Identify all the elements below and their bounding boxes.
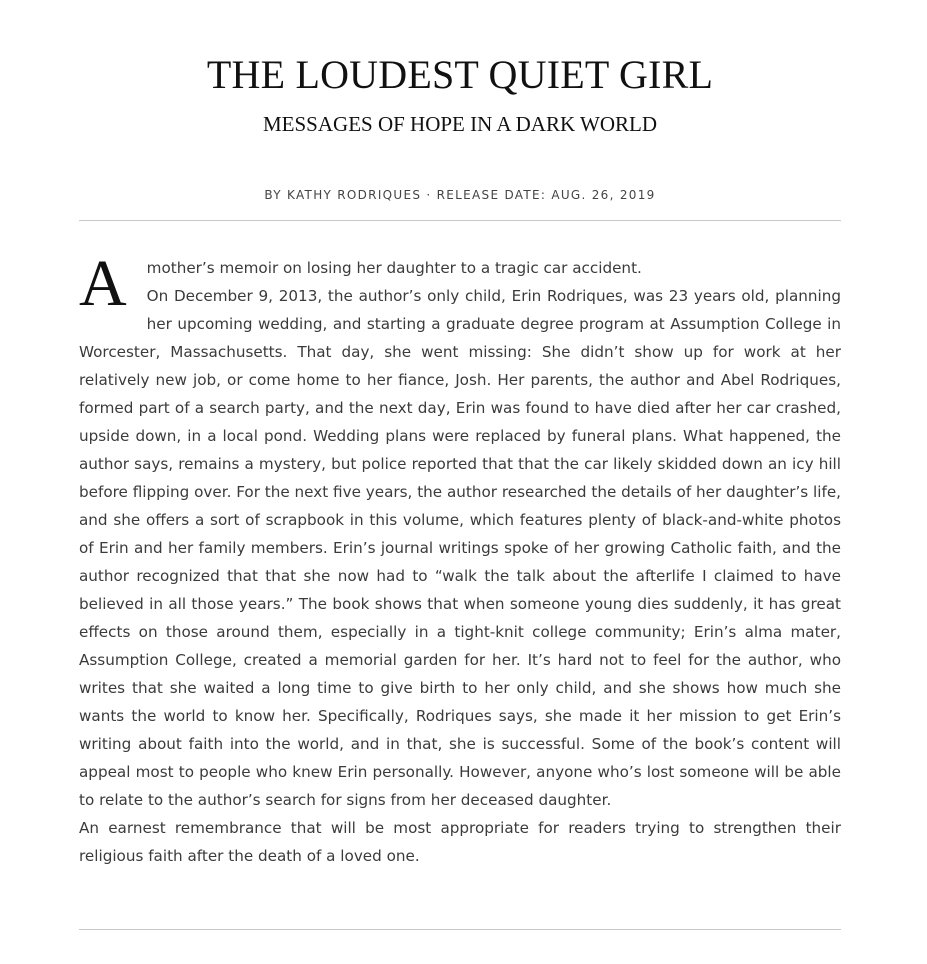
verdict-paragraph: An earnest remembrance that will be most appropriate for readers trying to strengthen their religious faith after the death of a loved one.: [79, 819, 841, 865]
intro-paragraph: [79, 247, 841, 320]
review-body: [79, 247, 841, 870]
book-title: THE LOUDEST QUIET GIRL: [206, 52, 714, 97]
book-subtitle: MESSAGES OF HOPE IN A DARK WORLD: [263, 112, 657, 136]
drop-cap: A: [79, 247, 127, 320]
main-paragraph: On December 9, 2013, the author’s only child, Erin Rodriques, was 23 years old, planning her upcoming wedding, and starting a graduate degree program at Assumption College in Worcester, Massachusetts. That day, she went missing: She didn’t show up for work at her relatively new job, or come home to her fiance, Josh. Her parents, the author and Abel Rodriques, formed part of a search party, and the next day, Erin was found to have died after her car crashed, upside down, in a local pond. Wedding plans were replaced by funeral plans. What happened, the author says, remains a mystery, but police reported that that the car likely skidded down an icy hill before flipping over. For the next five years, the author researched the details of her daughter’s life, and she offers a sort of scrapbook in this volume, which features plenty of black-and-white photos of Erin and her family members. Erin’s journal writings spoke of her growing Catholic faith, and the author recognized that that she now had to “walk the talk about the afterlife I claimed to have believed in all those years.” The book shows that when someone young dies suddenly, it has great effects on those around them, especially in a tight-knit college community; Erin’s alma mater, Assumption College, created a memorial garden for her. It’s hard not to feel for the author, who writes that she waited a long time to give birth to her only child, and she shows how much she wants the world to know her. Specifically, Rodriques says, she made it her mission to get Erin’s writing about faith into the world, and in that, she is successful. Some of the book’s content will appeal most to people who knew Erin personally. However, anyone who’s lost someone will be able to relate to the author’s search for signs from her deceased daughter.: [79, 287, 841, 809]
review-article: [79, 0, 841, 870]
bottom-divider: [79, 929, 841, 930]
byline: BY KATHY RODRIQUES · RELEASE DATE: AUG. 26, 2019: [264, 188, 656, 202]
top-divider: [79, 220, 841, 221]
intro-text: mother’s memoir on losing her daughter to a tragic car accident.: [146, 259, 642, 277]
